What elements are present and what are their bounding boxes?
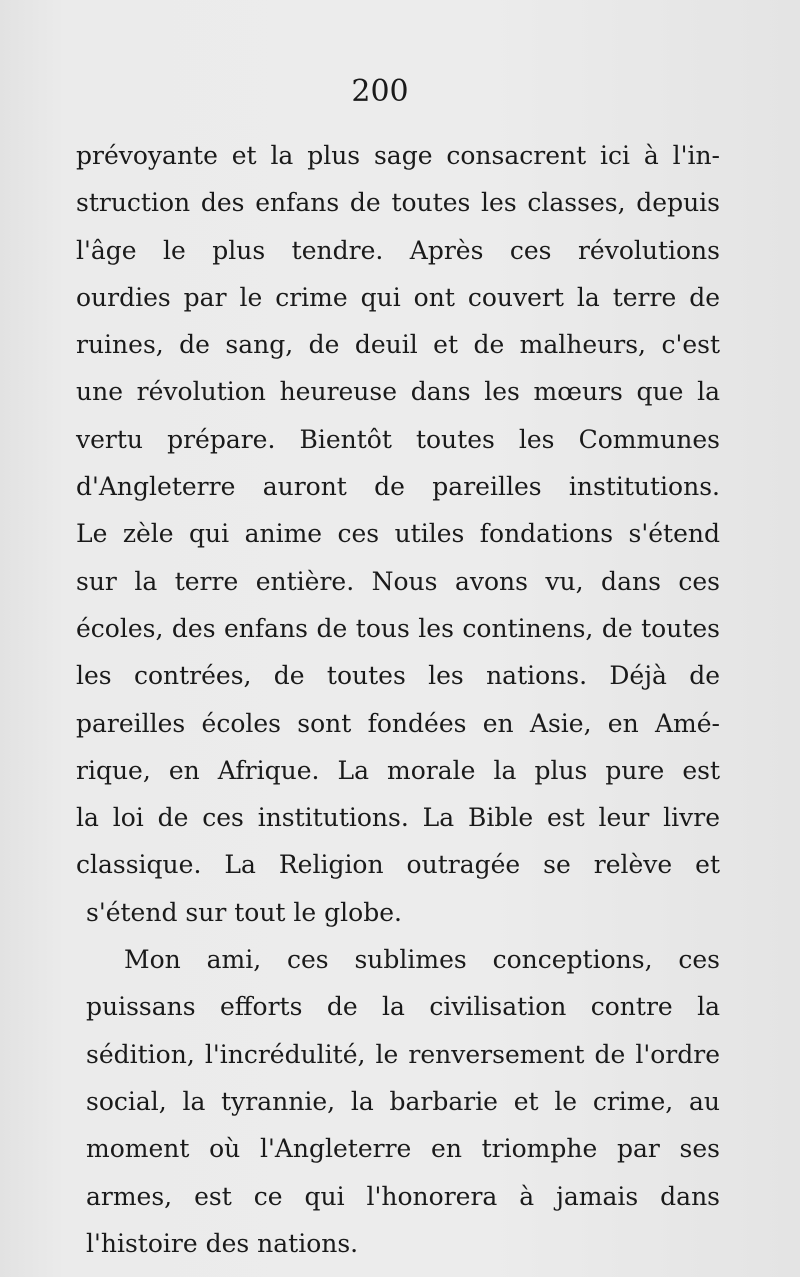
text-line: vertu prépare. Bientôt toutes les Communes [76,424,720,454]
page-number: 200 [351,74,409,109]
text-line: pareilles écoles sont fondées en Asie, en Amé- [76,708,720,738]
text-line: écoles, des enfans de tous les continens, de toutes [76,613,720,643]
text-line: une révolution heureuse dans les mœurs que la [76,377,720,407]
text-line: rique, en Afrique. La morale la plus pure est [76,755,720,785]
text-line: armes, est ce qui l'honorera à jamais dans [86,1181,720,1211]
text-line: sédition, l'incrédulité, le renversement de l'ordre [86,1039,720,1069]
text-line: l'histoire des nations. [86,1228,359,1258]
text-line: la loi de ces institutions. La Bible est leur livre [76,803,720,833]
paragraph-start-line: Mon ami, ces sublimes conceptions, ces [124,945,720,975]
text-line: social, la tyrannie, la barbarie et le crime, au [86,1086,720,1116]
text-line: puissans efforts de la civilisation contre la [86,992,720,1022]
text-line: ourdies par le crime qui ont couvert la terre de [76,282,720,312]
text-line: sur la terre entière. Nous avons vu, dans ces [76,566,720,596]
text-line: les contrées, de toutes les nations. Déjà de [76,661,720,691]
text-line: ruines, de sang, de deuil et de malheurs, c'est [76,330,720,360]
text-line: d'Angleterre auront de pareilles institutions. [76,472,720,502]
text-line: moment où l'Angleterre en triomphe par ses [86,1134,720,1164]
text-line: l'âge le plus tendre. Après ces révolutions [76,235,720,265]
text-line: Le zèle qui anime ces utiles fondations s'étend [76,519,720,549]
text-line: struction des enfans de toutes les classes, depuis [76,188,720,218]
text-line: s'étend sur tout le globe. [86,897,402,927]
text-line: prévoyante et la plus sage consacrent ici à l'in- [76,141,720,170]
text-line: classique. La Religion outragée se relève et [76,850,720,880]
body-text [76,132,720,1267]
